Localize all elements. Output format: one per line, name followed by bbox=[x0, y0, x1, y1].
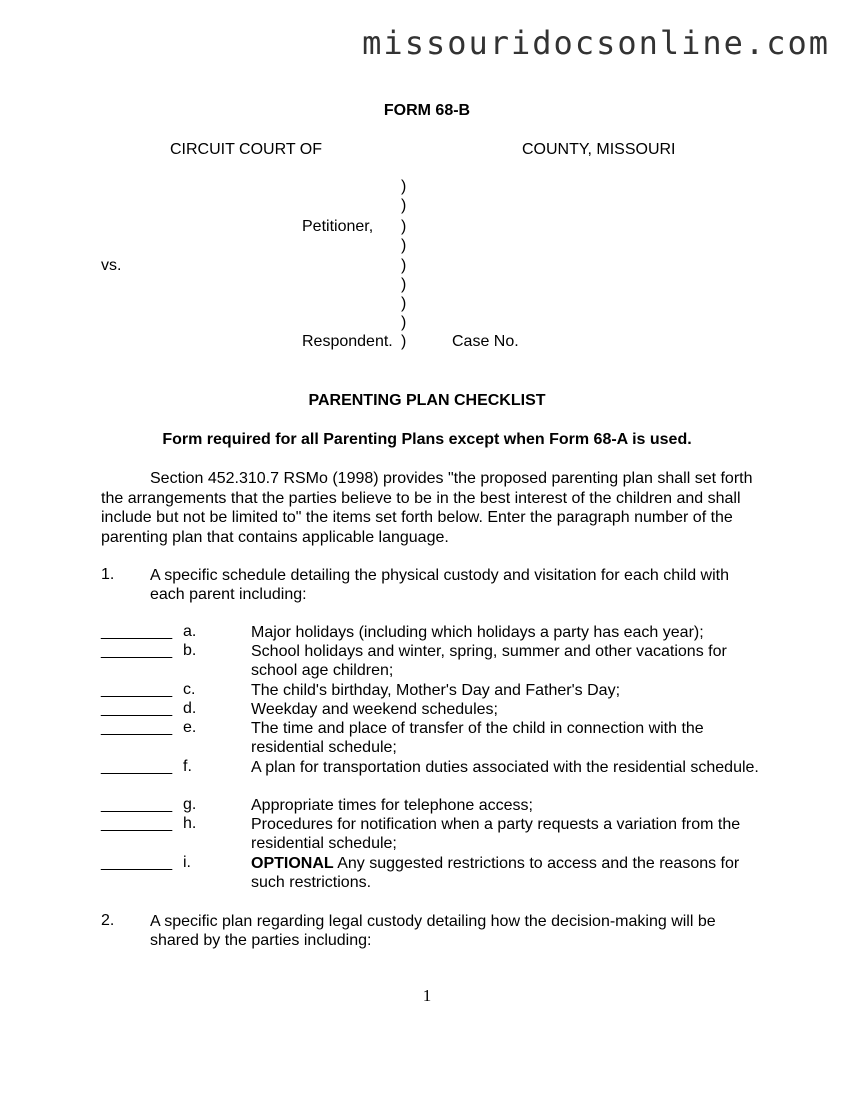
item-text: A plan for transportation duties associated with the residential schedule. bbox=[251, 759, 759, 776]
item-letter: g. bbox=[183, 796, 197, 813]
section-1-text: A specific schedule detailing the physical custody and visitation for each child with each parent including: bbox=[150, 567, 729, 604]
item-text: Procedures for notification when a party requests a variation from the residential schedule; bbox=[251, 816, 741, 853]
caption-paren: ) bbox=[401, 295, 407, 312]
item-letter: e. bbox=[183, 719, 197, 736]
page-number: 1 bbox=[422, 986, 432, 1005]
item-letter: c. bbox=[183, 681, 196, 698]
item-text-rest: Any suggested restrictions to access and the reasons for such restrictions. bbox=[251, 855, 740, 892]
item-text bbox=[251, 854, 761, 893]
item-letter: f. bbox=[183, 758, 192, 775]
section-2-number: 2. bbox=[101, 912, 115, 929]
caption-paren: ) bbox=[401, 314, 407, 331]
paragraph-blank[interactable]: ________ bbox=[101, 642, 173, 659]
paragraph-blank[interactable]: ________ bbox=[101, 700, 173, 717]
item-text: Appropriate times for telephone access; bbox=[251, 797, 533, 814]
section-2-text: A specific plan regarding legal custody detailing how the decision-making will be shared by the parties including: bbox=[150, 913, 716, 950]
caption-paren: ) bbox=[401, 218, 407, 235]
item-letter: a. bbox=[183, 623, 197, 640]
paragraph-blank[interactable]: ________ bbox=[101, 719, 173, 736]
item-text: Major holidays (including which holidays a party has each year); bbox=[251, 624, 704, 641]
section-1-number: 1. bbox=[101, 566, 115, 583]
item-text: Weekday and weekend schedules; bbox=[251, 701, 498, 718]
item-letter: i. bbox=[183, 854, 191, 871]
item-text: The time and place of transfer of the child in connection with the residential schedule; bbox=[251, 720, 704, 757]
intro-paragraph bbox=[101, 469, 761, 547]
caption-paren: ) bbox=[401, 237, 407, 254]
item-text: School holidays and winter, spring, summer and other vacations for school age children; bbox=[251, 643, 727, 680]
caption-paren: ) bbox=[401, 197, 407, 214]
paragraph-blank[interactable]: ________ bbox=[101, 758, 173, 775]
optional-label: OPTIONAL bbox=[251, 855, 334, 872]
case-no-label: Case No. bbox=[452, 333, 519, 350]
caption-paren: ) bbox=[401, 333, 407, 350]
paragraph-blank[interactable]: ________ bbox=[101, 681, 173, 698]
paragraph-blank[interactable]: ________ bbox=[101, 623, 173, 640]
checklist-heading: PARENTING PLAN CHECKLIST bbox=[308, 392, 546, 409]
intro-text: Section 452.310.7 RSMo (1998) provides "the proposed parenting plan shall set forth the arrangements that the parties believe to be in the best interest of the children and shall include but not be limited to" the items set forth below. Enter the paragraph number of the parenting plan that contains applicable language. bbox=[101, 470, 753, 546]
vs-label: vs. bbox=[101, 257, 122, 274]
item-letter: d. bbox=[183, 700, 197, 717]
caption-paren: ) bbox=[401, 257, 407, 274]
caption-paren: ) bbox=[401, 178, 407, 195]
item-text: The child's birthday, Mother's Day and Father's Day; bbox=[251, 682, 621, 699]
court-left: CIRCUIT COURT OF bbox=[170, 141, 323, 158]
item-letter: h. bbox=[183, 815, 197, 832]
item-letter: b. bbox=[183, 642, 197, 659]
form-title: FORM 68-B bbox=[383, 102, 471, 119]
caption-paren: ) bbox=[401, 276, 407, 293]
paragraph-blank[interactable]: ________ bbox=[101, 854, 173, 871]
paragraph-blank[interactable]: ________ bbox=[101, 796, 173, 813]
respondent-label: Respondent. bbox=[302, 333, 393, 350]
petitioner-label: Petitioner, bbox=[302, 218, 374, 235]
court-right: COUNTY, MISSOURI bbox=[522, 141, 676, 158]
checklist-subheading: Form required for all Parenting Plans except when Form 68-A is used. bbox=[162, 431, 692, 448]
watermark: missouridocsonline.com bbox=[362, 24, 830, 62]
paragraph-blank[interactable]: ________ bbox=[101, 815, 173, 832]
